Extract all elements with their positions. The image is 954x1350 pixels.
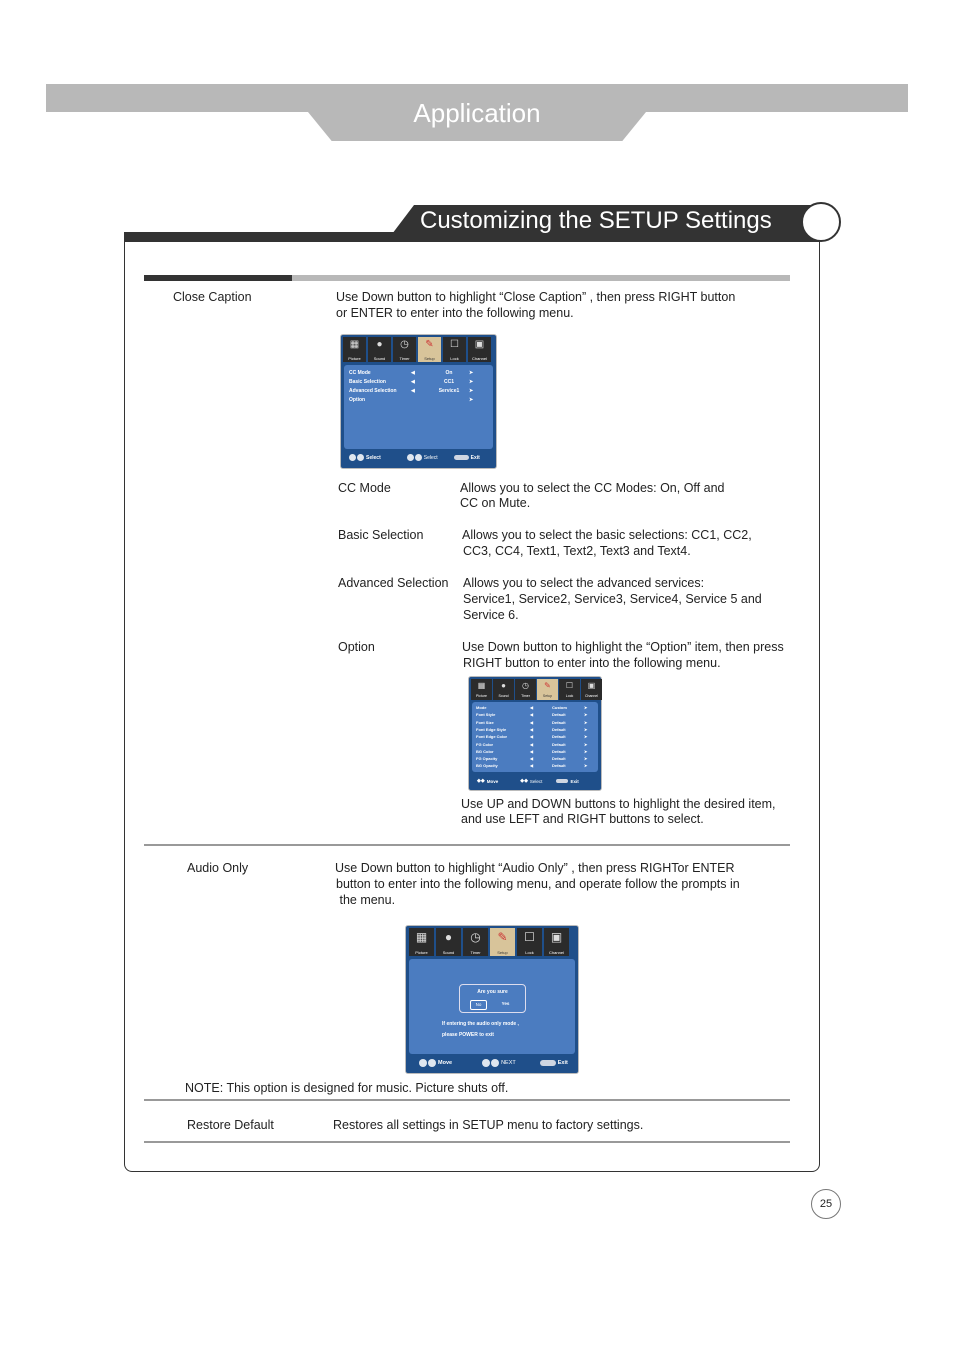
audio-only-desc-2: button to enter into the following menu, and operate follow the prompts in bbox=[336, 877, 740, 891]
audio-hint-2: please POWER to exit bbox=[442, 1032, 494, 1038]
menu-row: Font Edge Style ◀ Default ➤ bbox=[476, 726, 588, 732]
basic-selection-desc-1: Allows you to select the basic selections: CC1, CC2, bbox=[462, 528, 752, 542]
close-caption-label: Close Caption bbox=[173, 290, 252, 304]
page-number: 25 bbox=[811, 1189, 841, 1219]
audio-only-desc-3: the menu. bbox=[336, 893, 396, 907]
cc-mode-desc-1: Allows you to select the CC Modes: On, Off and bbox=[460, 481, 725, 495]
advanced-selection-desc-2: Service1, Service2, Service3, Service4, Service 5 and bbox=[463, 592, 762, 606]
divider-dark bbox=[144, 275, 292, 281]
setup-tab-icon: ✎ Setup bbox=[418, 337, 441, 362]
menu-row: BG Opacity ◀ Default ➤ bbox=[476, 763, 588, 769]
menu-row: Mode ◀ Custom ➤ bbox=[476, 705, 588, 710]
menu-row: Font Size ◀ Default ➤ bbox=[476, 719, 588, 725]
close-caption-desc-2: or ENTER to enter into the following menu. bbox=[336, 306, 574, 320]
picture-tab-icon: ▦ Picture bbox=[409, 928, 434, 956]
divider bbox=[144, 844, 790, 846]
restore-default-label: Restore Default bbox=[187, 1118, 274, 1132]
audio-only-desc-1: Use Down button to highlight “Audio Only” , then press RIGHTor ENTER bbox=[335, 861, 735, 875]
menu-row: Advanced Selection ◀ Service1 ➤ bbox=[349, 388, 474, 394]
timer-tab-icon: ◷ Timer bbox=[515, 679, 536, 700]
channel-tab-icon: ▣ Channel bbox=[581, 679, 602, 700]
setup-tab-icon: ✎ Setup bbox=[490, 928, 515, 956]
lock-tab-icon: ☐ Lock bbox=[443, 337, 466, 362]
sound-tab-icon: ● Sound bbox=[436, 928, 461, 956]
basic-selection-label: Basic Selection bbox=[338, 528, 424, 542]
menu-row: Basic Selection ◀ CC1 ➤ bbox=[349, 379, 474, 385]
audio-only-screenshot bbox=[405, 925, 579, 1074]
cc-mode-label: CC Mode bbox=[338, 481, 391, 495]
divider bbox=[144, 1141, 790, 1143]
restore-default-desc: Restores all settings in SETUP menu to factory settings. bbox=[333, 1118, 644, 1132]
sound-tab-icon: ● Sound bbox=[368, 337, 391, 362]
cc-menu-footer: Select Select Exit bbox=[349, 454, 480, 461]
option-desc-2: RIGHT button to enter into the following menu. bbox=[463, 656, 721, 670]
menu-row: Option ➤ bbox=[349, 397, 474, 403]
advanced-selection-desc-3: Service 6. bbox=[463, 608, 519, 622]
picture-tab-icon: ▦ Picture bbox=[471, 679, 492, 700]
advanced-selection-desc-1: Allows you to select the advanced services: bbox=[463, 576, 705, 590]
confirm-dialog bbox=[459, 984, 526, 1013]
setup-tab-icon: ✎ Setup bbox=[537, 679, 558, 700]
timer-tab-icon: ◷ Timer bbox=[393, 337, 416, 362]
cc-mode-desc-2: CC on Mute. bbox=[460, 496, 531, 510]
header-title: Application bbox=[413, 98, 541, 128]
audio-hint-1: If entering the audio only mode , bbox=[442, 1021, 519, 1027]
option-note-1: Use UP and DOWN buttons to highlight the desired item, bbox=[461, 797, 776, 811]
menu-row: CC Mode ◀ On ➤ bbox=[349, 370, 474, 376]
sound-tab-icon: ● Sound bbox=[493, 679, 514, 700]
option-label: Option bbox=[338, 640, 375, 654]
audio-only-label: Audio Only bbox=[187, 861, 249, 875]
channel-tab-icon: ▣ Channel bbox=[544, 928, 569, 956]
menu-row: FG Opacity ◀ Default ➤ bbox=[476, 756, 588, 762]
cc-menu-panel bbox=[344, 365, 493, 449]
audio-only-note: NOTE: This option is designed for music. Picture shuts off. bbox=[185, 1081, 509, 1095]
option-menu-panel bbox=[472, 702, 598, 772]
channel-tab-icon: ▣ Channel bbox=[468, 337, 491, 362]
lock-tab-icon: ☐ Lock bbox=[559, 679, 580, 700]
menu-row: BG Color ◀ Default ➤ bbox=[476, 748, 588, 754]
basic-selection-desc-2: CC3, CC4, Text1, Text2, Text3 and Text4. bbox=[463, 544, 691, 558]
option-desc-1: Use Down button to highlight the “Option” item, then press bbox=[462, 640, 784, 654]
section-title: Customizing the SETUP Settings bbox=[420, 207, 772, 234]
dialog-question: Are you sure bbox=[477, 989, 508, 995]
picture-tab-icon: ▦ Picture bbox=[343, 337, 366, 362]
menu-row: Font Edge Color ◀ Default ➤ bbox=[476, 734, 588, 740]
option-menu-screenshot bbox=[468, 676, 602, 791]
dialog-yes-button[interactable]: Yes bbox=[501, 1001, 510, 1006]
audio-only-footer: Move NEXT Exit bbox=[419, 1059, 568, 1067]
close-caption-desc-1: Use Down button to highlight “Close Caption” , then press RIGHT button bbox=[336, 290, 736, 304]
dialog-no-button[interactable]: No bbox=[470, 1000, 487, 1010]
lock-tab-icon: ☐ Lock bbox=[517, 928, 542, 956]
option-note-2: and use LEFT and RIGHT buttons to select. bbox=[461, 812, 704, 826]
divider bbox=[144, 1099, 790, 1101]
cc-menu-screenshot bbox=[340, 334, 497, 469]
timer-tab-icon: ◷ Timer bbox=[463, 928, 488, 956]
audio-only-panel bbox=[409, 959, 575, 1054]
advanced-selection-label: Advanced Selection bbox=[338, 576, 449, 590]
menu-row: Font Style ◀ Default ➤ bbox=[476, 712, 588, 718]
menu-row: FG Color ◀ Default ➤ bbox=[476, 741, 588, 747]
option-menu-footer: ◆◆ Move ◆◆ Select Exit bbox=[477, 778, 579, 784]
section-circle bbox=[801, 202, 841, 242]
divider-light bbox=[292, 275, 790, 281]
